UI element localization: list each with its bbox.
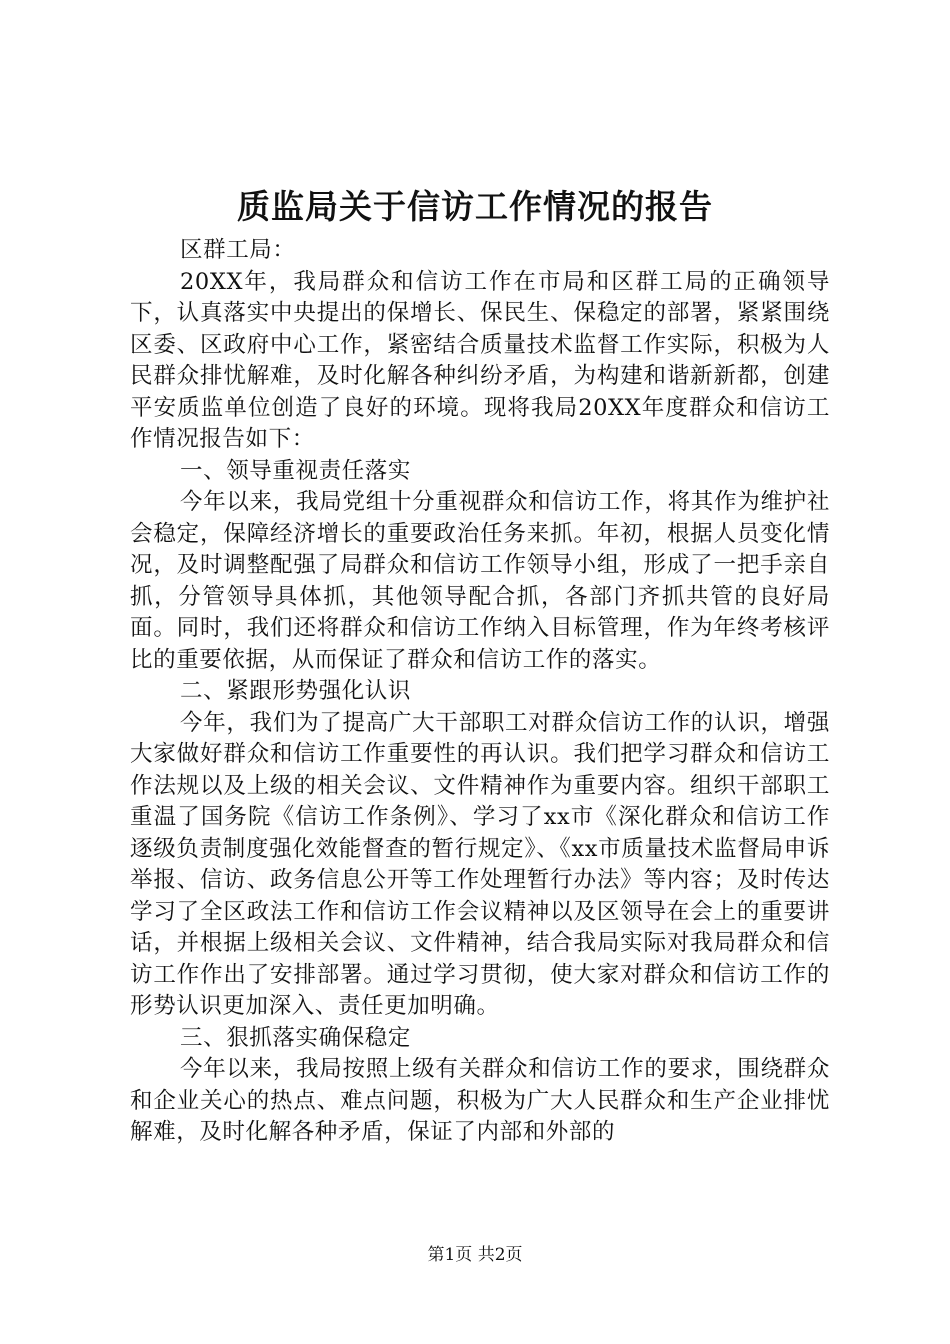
section-heading-3: 三、狠抓落实确保稳定 bbox=[180, 1024, 412, 1051]
intro-paragraph: 20XX年，我局群众和信访工作在市局和区群工局的正确领导下，认真落实中央提出的保增长、保民生、保稳定的部署，紧紧围绕区委、区政府中心工作，紧密结合质量技术监督工作实际，积极为人民群众排忧解难，及时化解各种纠纷矛盾，为构建和谐新新都，创建平安质监单位创造了良好的环境。现将我局20XX年度群众和信访工作情况报告如下： bbox=[130, 268, 830, 452]
section-heading-1: 一、领导重视责任落实 bbox=[180, 457, 412, 484]
document-body bbox=[130, 235, 830, 1149]
section-paragraph-2: 今年，我们为了提高广大干部职工对群众信访工作的认识，增强大家做好群众和信访工作重要性的再认识。我们把学习群众和信访工作法规以及上级的相关会议、文件精神作为重要内容。组织干部职工重温了国务院《信访工作条例》、学习了xx市《深化群众和信访工作逐级负责制度强化效能督查的暂行规定》、《xx市质量技术监督局申诉举报、信访、政务信息公开等工作处理暂行办法》等内容；及时传达学习了全区政法工作和信访工作会议精神以及区领导在会上的重要讲话，并根据上级相关会议、文件精神，结合我局实际对我局群众和信访工作作出了安排部署。通过学习贯彻，使大家对群众和信访工作的形势认识更加深入、责任更加明确。 bbox=[130, 709, 830, 1019]
salutation: 区群工局： bbox=[180, 237, 296, 263]
section-paragraph-3: 今年以来，我局按照上级有关群众和信访工作的要求，围绕群众和企业关心的热点、难点问题，积极为广大人民群众和生产企业排忧解难，及时化解各种矛盾，保证了内部和外部的 bbox=[130, 1056, 830, 1145]
section-paragraph-1: 今年以来，我局党组十分重视群众和信访工作，将其作为维护社会稳定，保障经济增长的重要政治任务来抓。年初，根据人员变化情况，及时调整配强了局群众和信访工作领导小组，形成了一把手亲自抓，分管领导具体抓，其他领导配合抓，各部门齐抓共管的良好局面。同时，我们还将群众和信访工作纳入目标管理，作为年终考核评比的重要依据，从而保证了群众和信访工作的落实。 bbox=[130, 489, 830, 673]
page-indicator: 第1页 共2页 bbox=[427, 1245, 523, 1265]
document-title: 质监局关于信访工作情况的报告 bbox=[237, 187, 713, 226]
section-heading-2: 二、紧跟形势强化认识 bbox=[180, 678, 412, 704]
